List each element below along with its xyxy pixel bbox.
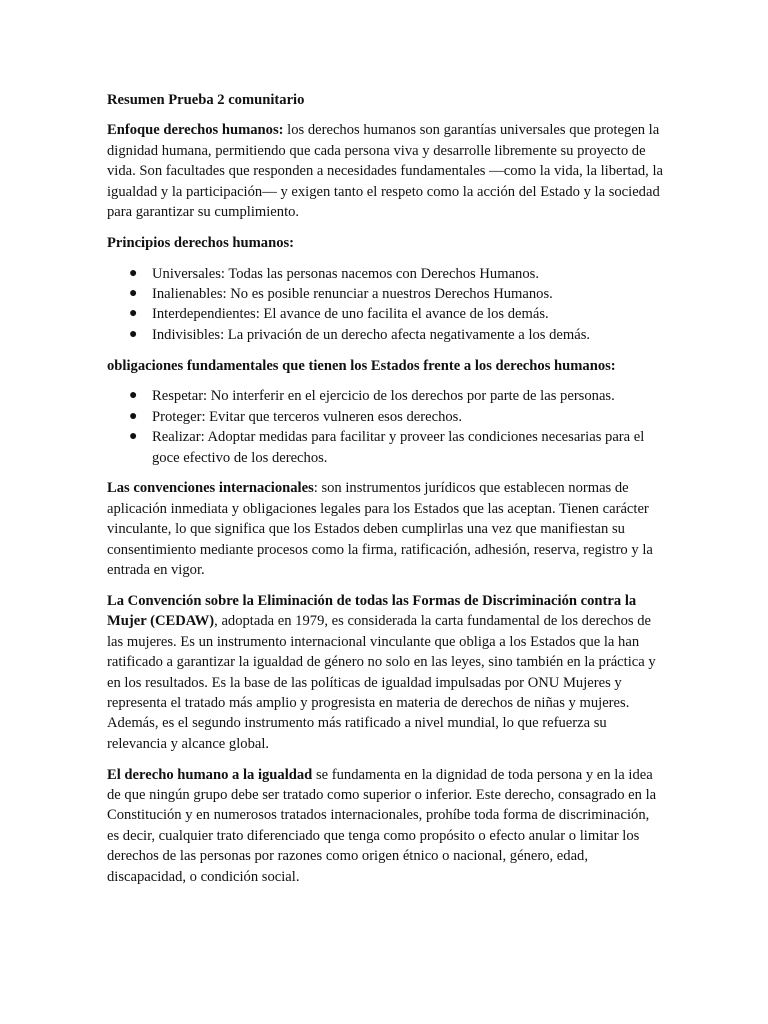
document-title: Resumen Prueba 2 comunitario — [107, 92, 305, 108]
paragraph-cedaw — [107, 591, 663, 754]
igualdad-text: se fundamenta en la dignidad de toda persona y en la idea de que ningún grupo debe ser tratado como superior o inferior. Este derecho, consagrado en la Constitución y en numerosos tratados internacionales, prohíbe toda forma de discriminación, es decir, cualquier trato diferenciado que tenga como propósito o efecto anular o limitar los derechos de las personas por razones como origen étnico o nacional, género, edad, discapacidad, o condición social. — [107, 766, 657, 885]
list-item — [107, 304, 663, 324]
document-page — [107, 90, 663, 897]
paragraph-igualdad — [107, 765, 663, 887]
paragraph-enfoque — [107, 120, 663, 222]
list-item-text: Universales: Todas las personas nacemos con Derechos Humanos. — [152, 265, 539, 282]
cedaw-label: La Convención sobre la Eliminación de todas las Formas de Discriminación contra la Mujer (CEDAW) — [107, 592, 637, 630]
convenciones-text: : son instrumentos jurídicos que establecen normas de aplicación inmediata y obligaciones legales para los Estados que las aceptan. Tienen carácter vinculante, lo que significa que los Estados deben cumplirlas una vez que manifiestan su consentimiento mediante procesos como la firma, ratificación, adhesión, reserva, registro y la entrada en vigor. — [107, 480, 653, 579]
list-item-text: Respetar: No interferir en el ejercicio de los derechos por parte de las personas. — [152, 388, 615, 405]
list-item-text: Interdependientes: El avance de uno facilita el avance de los demás. — [152, 306, 549, 323]
bullet-icon: ● — [129, 265, 138, 281]
obligaciones-list — [107, 386, 663, 468]
paragraph-convenciones — [107, 478, 663, 580]
bullet-icon: ● — [129, 286, 138, 302]
enfoque-label: Enfoque derechos humanos: — [107, 122, 284, 139]
list-item — [107, 264, 663, 284]
list-item — [107, 325, 663, 345]
cedaw-text: , adoptada en 1979, es considerada la carta fundamental de los derechos de las mujeres. Es un instrumento internacional vinculante que obliga a los Estados que la han ratificado a garantizar la igualdad de género no solo en las leyes, sino también en la práctica y en los resultados. Es la base de las políticas de igualdad impulsadas por ONU Mujeres y representa el tratado más amplio y progresista en materia de derechos de niñas y mujeres. Además, es el segundo instrumento más ratificado a nivel mundial, lo que refuerza su relevancia y alcance global. — [107, 613, 656, 752]
obligaciones-heading: obligaciones fundamentales que tienen los Estados frente a los derechos humanos: — [107, 357, 616, 374]
list-item-text: Indivisibles: La privación de un derecho afecta negativamente a los demás. — [152, 326, 591, 343]
principios-list — [107, 264, 663, 346]
bullet-icon: ● — [129, 306, 138, 322]
list-item — [107, 427, 663, 468]
igualdad-label: El derecho humano a la igualdad — [107, 766, 313, 783]
list-item — [107, 284, 663, 304]
list-item — [107, 386, 663, 406]
enfoque-text: los derechos humanos son garantías universales que protegen la dignidad humana, permitiendo que cada persona viva y desarrolle libremente su proyecto de vida. Son facultades que responden a necesidades fundamentales —como la vida, la libertad, la igualdad y la participación— y exigen tanto el respeto como la acción del Estado y la sociedad para garantizar su cumplimiento. — [107, 122, 663, 221]
list-item-text: Proteger: Evitar que terceros vulneren esos derechos. — [152, 408, 462, 425]
list-item — [107, 407, 663, 427]
bullet-icon: ● — [129, 408, 138, 424]
list-item-text: Realizar: Adoptar medidas para facilitar y proveer las condiciones necesarias para el goce efectivo de los derechos. — [152, 429, 645, 466]
bullet-icon: ● — [129, 429, 138, 445]
list-item-text: Inalienables: No es posible renunciar a nuestros Derechos Humanos. — [152, 286, 553, 303]
bullet-icon: ● — [129, 326, 138, 342]
principios-heading: Principios derechos humanos: — [107, 234, 295, 251]
convenciones-label: Las convenciones internacionales — [107, 480, 314, 497]
bullet-icon: ● — [129, 388, 138, 404]
